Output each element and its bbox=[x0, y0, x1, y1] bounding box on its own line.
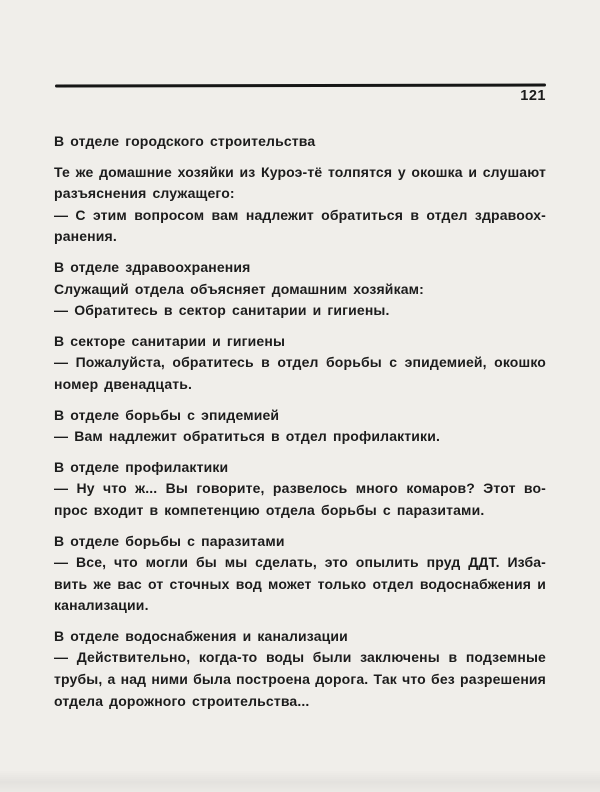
page-number: 121 bbox=[520, 88, 546, 104]
text-line: — Обратитесь в сектор санитарии и гигиены. bbox=[54, 302, 390, 319]
text-line: вить же вас от сточных вод может только отдел водоснабжения и bbox=[54, 575, 546, 592]
text-line: прос входит в компетенцию отдела борьбы с паразитами. bbox=[54, 501, 485, 518]
text-line: — Вам надлежит обратиться в отдел профилактики. bbox=[54, 428, 441, 445]
section-heading: В отделе борьбы с эпидемией bbox=[54, 406, 280, 423]
section-prophylaxis bbox=[54, 457, 546, 522]
scan-edge-shadow bbox=[0, 770, 600, 792]
header-rule bbox=[55, 83, 546, 87]
text-line: трубы, а над ними была построена дорога. Так что без разрешения bbox=[54, 671, 546, 688]
section-epidemic bbox=[54, 405, 546, 448]
page-content bbox=[54, 131, 546, 712]
section-heading: В секторе санитарии и гигиены bbox=[54, 332, 286, 349]
text-line: — С этим вопросом вам надлежит обратиться в отдел здравоох- bbox=[54, 206, 546, 223]
text-line: Служащий отдела объясняет домашним хозяйкам: bbox=[54, 280, 424, 297]
text-line: канализации. bbox=[54, 597, 149, 614]
text-line: номер двенадцать. bbox=[54, 375, 193, 392]
section-parasites bbox=[54, 531, 546, 617]
section-water-supply bbox=[54, 626, 546, 712]
section-heading: В отделе здравоохранения bbox=[54, 258, 251, 275]
section-city-construction bbox=[54, 131, 546, 248]
section-heading: В отделе городского строительства bbox=[54, 133, 316, 149]
section-heading: В отделе борьбы с паразитами bbox=[54, 532, 285, 549]
section-health bbox=[54, 257, 546, 322]
section-sanitation bbox=[54, 331, 546, 396]
text-line: — Действительно, когда-то воды были заключены в подземные bbox=[54, 649, 546, 666]
section-heading: В отделе водоснабжения и канализации bbox=[54, 627, 348, 644]
section-heading: В отделе профилактики bbox=[54, 458, 229, 475]
text-line: разъяснения служащего: bbox=[54, 185, 235, 202]
text-line: Те же домашние хозяйки из Куроэ-тё толпятся у окошка и слушают bbox=[54, 163, 546, 180]
text-line: — Ну что ж... Вы говорите, развелось много комаров? Этот во- bbox=[54, 480, 546, 497]
text-line: — Пожалуйста, обратитесь в отдел борьбы с эпидемией, окошко bbox=[54, 354, 546, 371]
text-line: — Все, что могли бы мы сделать, это опылить пруд ДДТ. Изба- bbox=[54, 554, 546, 571]
text-line: отдела дорожного строительства... bbox=[54, 692, 310, 709]
text-line: ранения. bbox=[54, 228, 117, 245]
